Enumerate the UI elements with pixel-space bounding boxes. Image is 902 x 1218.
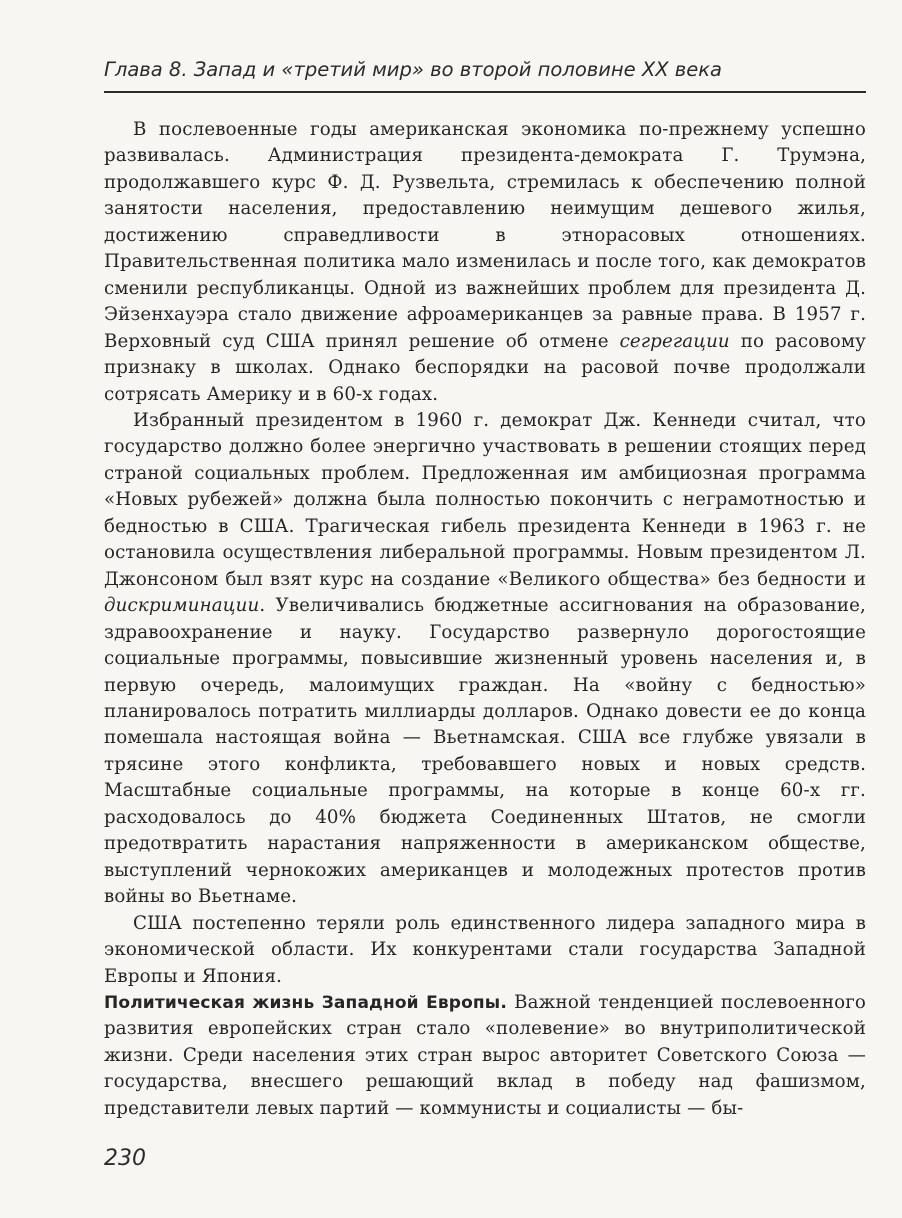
paragraph-text: Избранный президентом в 1960 г. демократ Дж. Кеннеди считал, что государство должно более энергично участвовать в решении стоящих перед страной социальных проблем. Предложенная им амбициозная программа «Новых рубежей» должна была полностью покончить с неграмотностью и бедностью в США. Трагическая гибель президента Кеннеди в 1963 г. не остановила осуществления либеральной программы. Новым президентом Л. Джонсоном был взят курс на создание «Великого общества» без бедности и xyxy=(104,409,866,590)
paragraph-kennedy-johnson xyxy=(104,408,866,911)
paragraph-text: В послевоенные годы американская экономика по-прежнему успешно развивалась. Администрация президента-демократа Г. Трумэна, продолжавшего курс Ф. Д. Рузвельта, стремилась к обеспечению полной занятости населения, предоставлению неимущим дешевого жилья, достижению справедливости в этнорасовых отношениях. Правительственная политика мало изменилась и после того, как демократов сменили республиканцы. Одной из важнейших проблем для президента Д. Эйзенхауэра стало движение афроамериканцев за равные права. В 1957 г. Верховный суд США принял решение об отмене xyxy=(104,119,866,352)
paragraph-text: . Увеличивались бюджетные ассигнования на образование, здравоохранение и науку. Государство развернуло дорогостоящие социальные программы, повысившие жизненный уровень населения и, в первую очередь, малоимущих граждан. На «войну с бедностью» планировалось потратить миллиарды долларов. Однако довести ее до конца помешала настоящая война — Вьетнамская. США все глубже увязали в трясине этого конфликта, требовавшего новых и новых средств. Масштабные социальные программы, на которые в конце 60-х гг. расходовалось до 40% бюджета Соединенных Штатов, не смогли предотвратить нарастания напряженности в американском обществе, выступлений чернокожих американцев и молодежных протестов против войны во Вьетнаме. xyxy=(104,595,866,908)
paragraph-us-leadership xyxy=(104,911,866,990)
paragraph-text: Важной тенденцией послевоенного развития европейских стран стало «полевение» во внутриполитической жизни. Среди населения этих стран вырос авторитет Советского Союза — государства, внесшего решающий вклад в победу над фашизмом, представители левых партий — коммунисты и социалисты — бы- xyxy=(104,991,867,1119)
italic-term: сегрегации xyxy=(619,330,730,352)
italic-term: дискриминации xyxy=(104,595,260,617)
header-rule xyxy=(104,91,866,93)
paragraph-western-europe xyxy=(104,990,866,1122)
paragraph-text: США постепенно теряли роль единственного лидера западного мира в экономической области. Их конкурентами стали государства Западной Европы и Япония. xyxy=(104,912,866,987)
body-text xyxy=(104,117,866,1122)
running-head: Глава 8. Запад и «третий мир» во второй половине XX века xyxy=(104,58,722,81)
paragraph-text: по расовому признаку в школах. Однако беспорядки на расовой почве продолжали сотрясать Америку и в 60-х годах. xyxy=(104,330,866,405)
section-heading: Политическая жизнь Западной Европы. xyxy=(104,992,507,1013)
page-number: 230 xyxy=(104,1146,146,1171)
paragraph-postwar-economy xyxy=(104,117,866,408)
